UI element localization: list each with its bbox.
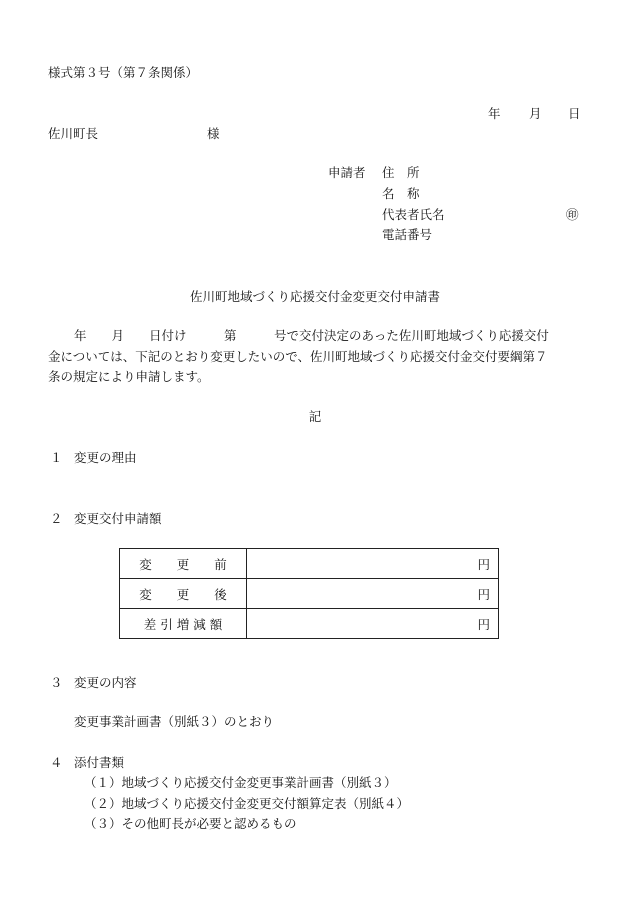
applicant-label: 申請者 [328,165,366,180]
amount-difference-value[interactable] [247,609,499,639]
body-line-1: 年 月 日付け 第 号で交付決定のあった佐川町地域づくり応援交付 [74,328,549,343]
amount-before-label: 変 更 前 [120,549,247,579]
date-day-label: 日 [568,106,581,121]
section-3-content: 変更事業計画書（別紙３）のとおり [74,714,275,729]
addressee-name: 佐川町長 [48,126,99,141]
table-row [120,579,499,609]
yen-unit: 円 [477,586,490,602]
amount-after-value[interactable] [247,579,499,609]
section-3-number: ３ [50,675,63,690]
amount-after-label: 変 更 後 [120,579,247,609]
section-1-title: 変更の理由 [74,450,137,465]
section-4-heading [50,757,124,770]
applicant-address-label: 住 所 [382,165,420,180]
section-4-number: ４ [50,755,63,770]
form-number: 様式第３号（第７条関係） [48,65,199,80]
date-year-label: 年 [488,106,501,121]
attachment-item-1: （１）地域づくり応援交付金変更事業計画書（別紙３） [84,775,397,790]
section-2-title: 変更交付申請額 [74,511,162,526]
applicant-name-label: 名 称 [382,186,420,201]
amount-table [119,548,499,639]
document-title: 佐川町地域づくり応援交付金変更交付申請書 [189,289,440,304]
section-4-title: 添付書類 [74,755,125,770]
body-line-2: 金については、下記のとおり変更したいので、佐川町地域づくり応援交付金交付要綱第７ [48,349,548,364]
amount-difference-label: 差 引 増 減 額 [120,609,247,639]
applicant-phone-label: 電話番号 [382,227,433,242]
date-month-label: 月 [529,106,542,121]
seal-mark: ㊞ [566,207,579,222]
amount-before-value[interactable] [247,549,499,579]
section-2-heading [50,513,162,526]
section-2-number: ２ [50,511,63,526]
addressee-suffix: 様 [207,126,220,141]
addressee [48,126,220,141]
table-row [120,549,499,579]
ki-heading: 記 [308,409,322,424]
section-1-heading [50,452,137,465]
section-3-heading [50,677,137,690]
yen-unit: 円 [477,556,490,572]
attachment-item-2: （２）地域づくり応援交付金変更交付額算定表（別紙４） [84,796,410,811]
table-row [120,609,499,639]
attachment-item-3: （３）その他町長が必要と認めるもの [84,816,297,831]
yen-unit: 円 [477,616,490,632]
body-line-3: 条の規定により申請します。 [48,369,210,384]
section-3-title: 変更の内容 [74,675,137,690]
section-1-number: １ [50,450,63,465]
applicant-representative-label: 代表者氏名 [382,207,445,222]
